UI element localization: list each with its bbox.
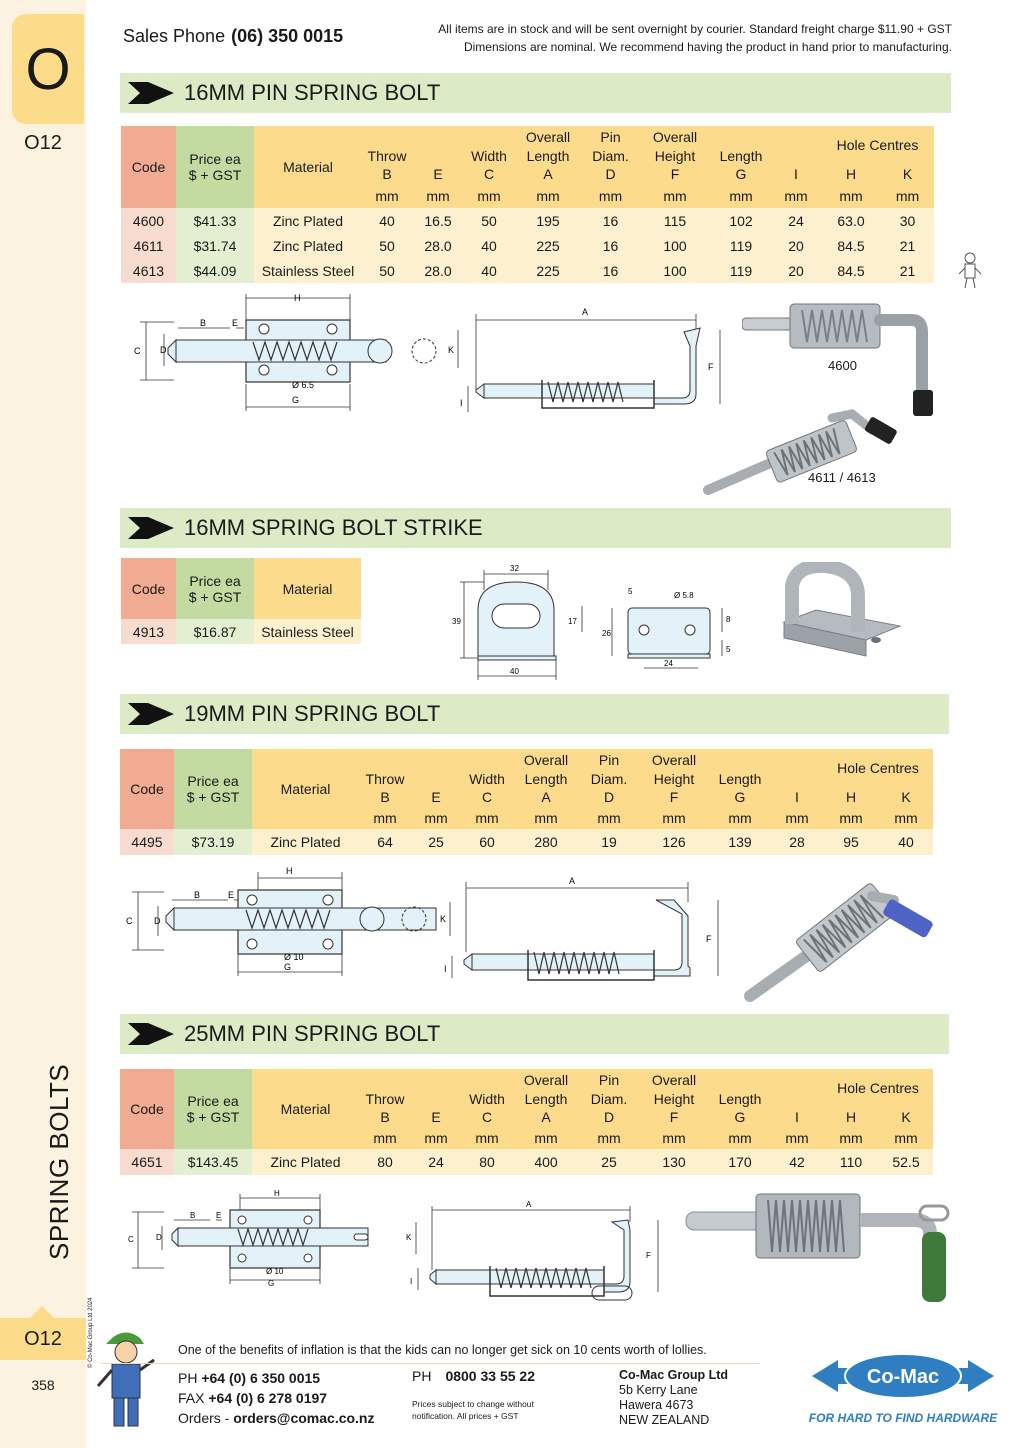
mascot-icon xyxy=(94,1326,160,1430)
arrow-icon xyxy=(128,1023,174,1045)
section-header-25mm-pin: 25MM PIN SPRING BOLT xyxy=(120,1014,949,1054)
dim-h-label: H xyxy=(274,1189,280,1198)
dim-24-label: 24 xyxy=(664,659,673,668)
sales-phone: Sales Phone (06) 350 0015 xyxy=(123,26,344,46)
table-row: 4611 $31.74 Zinc Plated 50 28.0 40 225 16 100 119 20 84.5 21 xyxy=(121,233,934,258)
arrow-icon xyxy=(128,82,174,104)
comac-logo xyxy=(808,1340,998,1430)
hole-size-label: Ø 6.5 xyxy=(292,380,315,390)
dim-k-label: K xyxy=(406,1233,412,1242)
contact-block: PH +64 (0) 6 350 0015 FAX +64 (0) 6 278 0197 Orders - orders@comac.co.nz xyxy=(178,1370,375,1426)
product-photo-4651 xyxy=(684,1192,956,1304)
footer-joke: One of the benefits of inflation is that the kids can no longer get sick on 10 cents worth of lollies. xyxy=(178,1343,707,1357)
stock-notice: All items are in stock and will be sent overnight by courier. Standard freight charge $11.90 + GST Dimensions are nominal. We recommend having the product in hand prior to manufacturing. xyxy=(438,22,952,54)
bolt-side-diagram-25mm xyxy=(402,1196,670,1312)
arrow-icon xyxy=(128,517,174,539)
bolt-side-diagram-19mm xyxy=(436,872,728,986)
section-tab xyxy=(12,14,84,124)
hole-size-label: Ø 10 xyxy=(266,1267,284,1276)
dim-f-label: F xyxy=(706,934,712,944)
vertical-label: SPRING BOLTS xyxy=(44,1063,74,1260)
spec-table-25mm-pin: Code Price ea $ + GST Material Overall Pin Overall Hole Centres Throw Width Length Diam. Height Length B E C A D F G I H K mm mm mm mm mm mm mm mm mm mm 4651 $143.45 Zinc Plated 80 24 80 400 25 130 170 42 110 52.5 xyxy=(120,1069,933,1175)
section-letter: O xyxy=(25,36,71,102)
dim-e-label: E xyxy=(232,318,239,328)
bolt-plan-diagram-19mm xyxy=(124,862,460,978)
dim-d-label: D xyxy=(160,345,167,355)
dim-5-label: 5 xyxy=(628,587,633,596)
arrow-icon xyxy=(128,703,174,725)
page-number: 358 xyxy=(31,1377,55,1393)
dim-hole-label: Ø 5.8 xyxy=(674,591,694,600)
dim-g-label: G xyxy=(292,395,300,405)
dim-e-label: E xyxy=(216,1211,222,1220)
dim-g-label: G xyxy=(284,962,292,972)
orders-email-link[interactable]: orders@comac.co.nz xyxy=(233,1410,375,1426)
copyright: © Co-Mac Group Ltd 2024 xyxy=(88,1297,94,1368)
dim-32-label: 32 xyxy=(510,564,519,573)
spec-table-19mm-pin: Code Price ea $ + GST Material Overall Pin Overall Hole Centres Throw Width Length Diam. Height Length B E C A D F G I H K mm mm mm mm mm mm mm mm mm mm 4495 $73.19 Zinc Plated 64 25 60 280 19 126 139 28 95 40 xyxy=(120,749,933,855)
dim-i-label: I xyxy=(460,398,463,408)
footer-divider xyxy=(100,1363,760,1364)
dim-a-label: A xyxy=(569,876,576,886)
dim-b-label: B xyxy=(194,890,201,900)
logo-tagline: FOR HARD TO FIND HARDWARE xyxy=(808,1411,998,1425)
bolt-plan-diagram-16mm xyxy=(128,290,468,420)
dim-k-label: K xyxy=(440,914,447,924)
product-photo-strike xyxy=(776,562,902,672)
photo-label-4611-4613: 4611 / 4613 xyxy=(808,470,876,485)
dim-c-label: C xyxy=(128,1235,134,1244)
dim-39-label: 39 xyxy=(452,617,461,626)
spec-table-16mm-pin: Code Price ea $ + GST Material Overall Pin Overall Hole Centres Throw Width Length Diam. Height Length B E C A D F G I H K mm mm mm mm mm mm mm mm mm mm 4600 $41.33 Zinc Plated 40 16.5 50 195 16 115 102 24 63.0 30 4611 $31.74 Zinc Plated 50 28.0 40 225 16 100 119 20 84.5 21 4613 $44.09 Stainless Steel 50 28.0 40 225 16 100 119 20 84.5 21 xyxy=(121,126,934,283)
section-header-19mm-pin: 19MM PIN SPRING BOLT xyxy=(120,694,949,734)
dim-5b-label: 5 xyxy=(726,645,731,654)
dim-a-label: A xyxy=(582,307,589,317)
dim-g-label: G xyxy=(268,1279,275,1288)
spec-table-strike: Code Price ea $ + GST Material 4913 $16.87 Stainless Steel xyxy=(121,558,361,644)
table-row: 4913 $16.87 Stainless Steel xyxy=(121,619,361,644)
bolt-side-diagram-16mm xyxy=(458,302,730,420)
strike-diagram xyxy=(448,560,748,688)
hole-size-label: Ø 10 xyxy=(284,952,304,962)
freephone: PH 0800 33 55 22 xyxy=(412,1368,535,1384)
dim-i-label: I xyxy=(444,964,447,974)
dim-d-label: D xyxy=(154,916,161,926)
price-disclaimer: Prices subject to change without notification. All prices + GST xyxy=(412,1399,534,1421)
table-row: 4613 $44.09 Stainless Steel 50 28.0 40 225 16 100 119 20 84.5 21 xyxy=(121,258,934,283)
table-row: 4651 $143.45 Zinc Plated 80 24 80 400 25 130 170 42 110 52.5 xyxy=(120,1149,933,1175)
fax-number: +64 (0) 6 278 0197 xyxy=(208,1390,328,1406)
dim-c-label: C xyxy=(126,916,133,926)
photo-label-4600: 4600 xyxy=(828,358,857,373)
dim-b-label: B xyxy=(190,1211,196,1220)
dim-f-label: F xyxy=(708,362,714,372)
phone-link[interactable]: +64 (0) 6 350 0015 xyxy=(201,1370,321,1386)
dim-b-label: B xyxy=(200,318,207,328)
section-header-strike: 16MM SPRING BOLT STRIKE xyxy=(120,508,951,548)
dim-h-label: H xyxy=(294,293,301,303)
bolt-plan-diagram-25mm xyxy=(124,1188,424,1292)
dim-40-label: 40 xyxy=(510,667,519,676)
dim-d-label: D xyxy=(156,1233,162,1242)
section-header-16mm-pin: 16MM PIN SPRING BOLT xyxy=(120,73,951,113)
freephone-link[interactable]: 0800 33 55 22 xyxy=(445,1368,535,1384)
dim-c-label: C xyxy=(134,346,141,356)
dim-f-label: F xyxy=(646,1251,651,1260)
dim-a-label: A xyxy=(526,1200,532,1209)
dim-h-label: H xyxy=(286,866,293,876)
dim-26-label: 26 xyxy=(602,629,611,638)
section-code: O12 xyxy=(24,132,62,154)
mascot-small-icon xyxy=(956,250,984,290)
table-row: 4600 $41.33 Zinc Plated 40 16.5 50 195 16 115 102 24 63.0 30 xyxy=(121,208,934,233)
dim-k-label: K xyxy=(448,345,455,355)
dim-i-label: I xyxy=(410,1277,413,1286)
company-address: Co-Mac Group Ltd 5b Kerry Lane Hawera 4673 NEW ZEALAND xyxy=(619,1368,729,1427)
bottom-section-code: O12 xyxy=(0,1318,86,1360)
dim-17-label: 17 xyxy=(568,617,577,626)
dim-8-label: 8 xyxy=(726,615,731,624)
dim-e-label: E xyxy=(228,890,235,900)
table-row: 4495 $73.19 Zinc Plated 64 25 60 280 19 126 139 28 95 40 xyxy=(120,829,933,855)
product-photo-4495 xyxy=(742,870,946,1004)
logo-text: Co-Mac xyxy=(866,1366,940,1388)
